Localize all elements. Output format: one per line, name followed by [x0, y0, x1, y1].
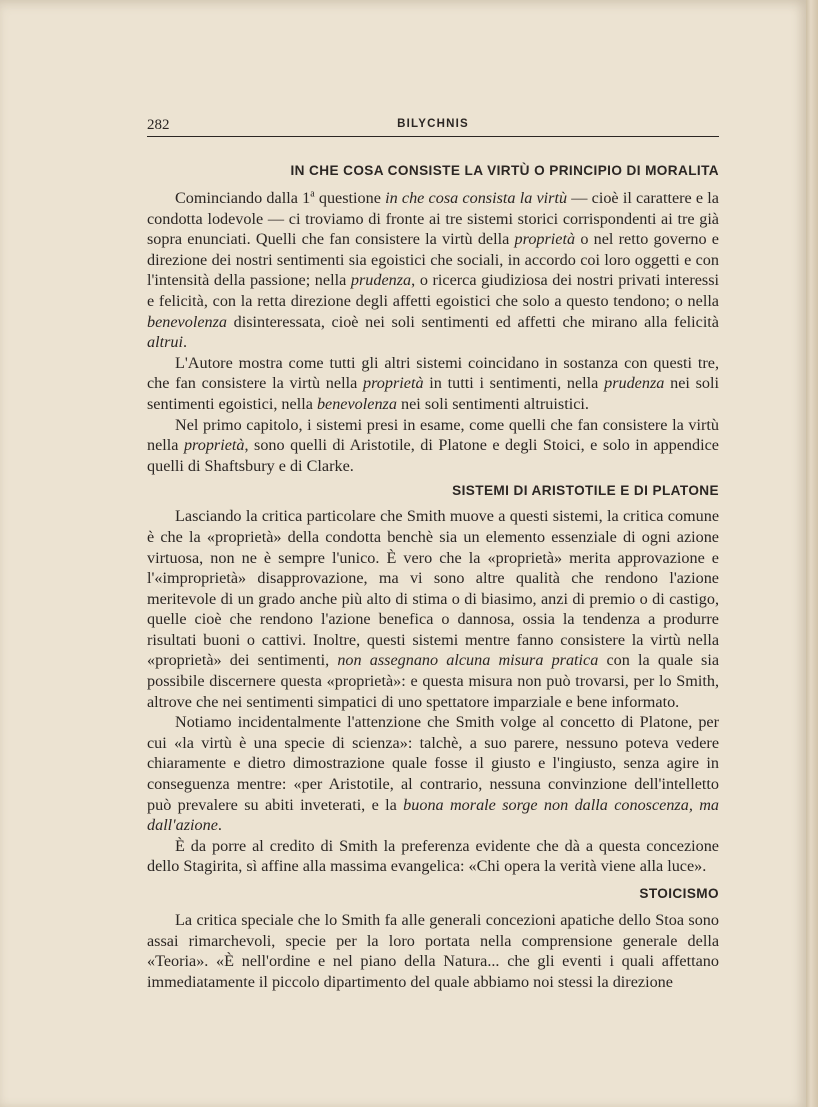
section-heading-virtue: IN CHE COSA CONSISTE LA VIRTÙ O PRINCIPIO DI MORALITA	[290, 163, 719, 178]
paragraph-6: È da porre al credito di Smith la preferenza evidente che dà a questa concezione dello Stagirita, sì affine alla massima evangelica: «Chi opera la verità viene alla luce».	[147, 836, 719, 876]
section-heading-stoicism: STOICISMO	[639, 886, 719, 901]
header-rule	[147, 136, 719, 137]
paragraph-2: L'Autore mostra come tutti gli altri sistemi coincidano in sostanza con questi tre, che fan consistere la virtù nella proprietà in tutti i sentimenti, nella prudenza nei soli sentimenti egoistici, nella benevolenza nei soli sentimenti altruistici.	[147, 353, 719, 413]
section-heading-aristotle-plato: SISTEMI DI ARISTOTILE E DI PLATONE	[452, 483, 719, 499]
paragraph-5: Notiamo incidentalmente l'attenzione che Smith volge al concetto di Platone, per cui «la virtù è una specie di scienza»: talchè, a suo parere, nessuno poteva vedere chiaramente e dietro dimostrazione quale fosse il giusto e l'ingiusto, senza agire in conseguenza mentre: «per Aristotile, al contrario, nessuna convinzione dell'intelletto può prevalere su abiti inveterati, e la buona morale sorge non dalla conoscenza, ma dall'azione.	[147, 713, 720, 835]
page-body	[147, 160, 719, 992]
paragraph-3: Nel primo capitolo, i sistemi presi in esame, come quelli che fan consistere la virtù nella proprietà, sono quelli di Aristotile, di Platone e degli Stoici, e solo in appendice quelli di Shaftsbury e di Clarke.	[147, 415, 719, 475]
paragraph-1: Cominciando dalla 1$^a$ questione in che cosa consista la virtù — cioè il carattere e la condotta lodevole — ci troviamo di fronte ai tre sistemi storici corrispondenti ai tre già sopra enunciati. Quelli che fan consistere la virtù della proprietà o nel retto governo e direzione dei nostri sentimenti sia egoistici che sociali, in accordo coi loro oggetti e con l'intensità della passione; nella prudenza, o ricerca giudiziosa dei nostri privati interessi e felicità, con la retta direzione degli affetti egoistici che solo a questo tendono; o nella benevolenza disinteressata, cioè nei soli sentimenti ed affetti che mirano alla felicità altrui.	[147, 188, 720, 352]
paragraph-4: Lasciando la critica particolare che Smith muove a questi sistemi, la critica comune è che la «proprietà» della condotta benchè sia un elemento essenziale di ogni azione virtuosa, non ne è sempre l'unico. È vero che la «proprietà» merita approvazione e l'«improprietà» disapprovazione, ma vi sono altre qualità che rendono l'azione meritevole di un grado anche più alto di stima o di biasimo, anzi di premio o di castigo, quelle cioè che rendono l'azione benefica o dannosa, ossia la tendenza a produrre risultati buoni o cattivi. Inoltre, questi sistemi mentre fanno consistere la virtù nella «proprietà» dei sentimenti, non assegnano alcuna misura pratica con la quale sia possibile discernere questa «proprietà»: e questa misura non può trovarsi, per lo Smith, altrove che nei sentimenti simpatici di uno spettatore imparziale e bene informato.	[147, 507, 720, 711]
page-edge	[806, 0, 818, 1107]
paragraph-7: La critica speciale che lo Smith fa alle generali concezioni apatiche dello Stoa sono assai rimarchevoli, specie per la loro portata nella comprensione generale della «Teoria». «È nell'ordine e nel piano della Natura... che gli eventi i quali affettano immediatamente il piccolo dipartimento del quale abbiamo noi stessi la direzione	[147, 911, 719, 991]
running-title: BILYCHNIS	[397, 118, 469, 130]
page-number: 282	[147, 117, 170, 133]
